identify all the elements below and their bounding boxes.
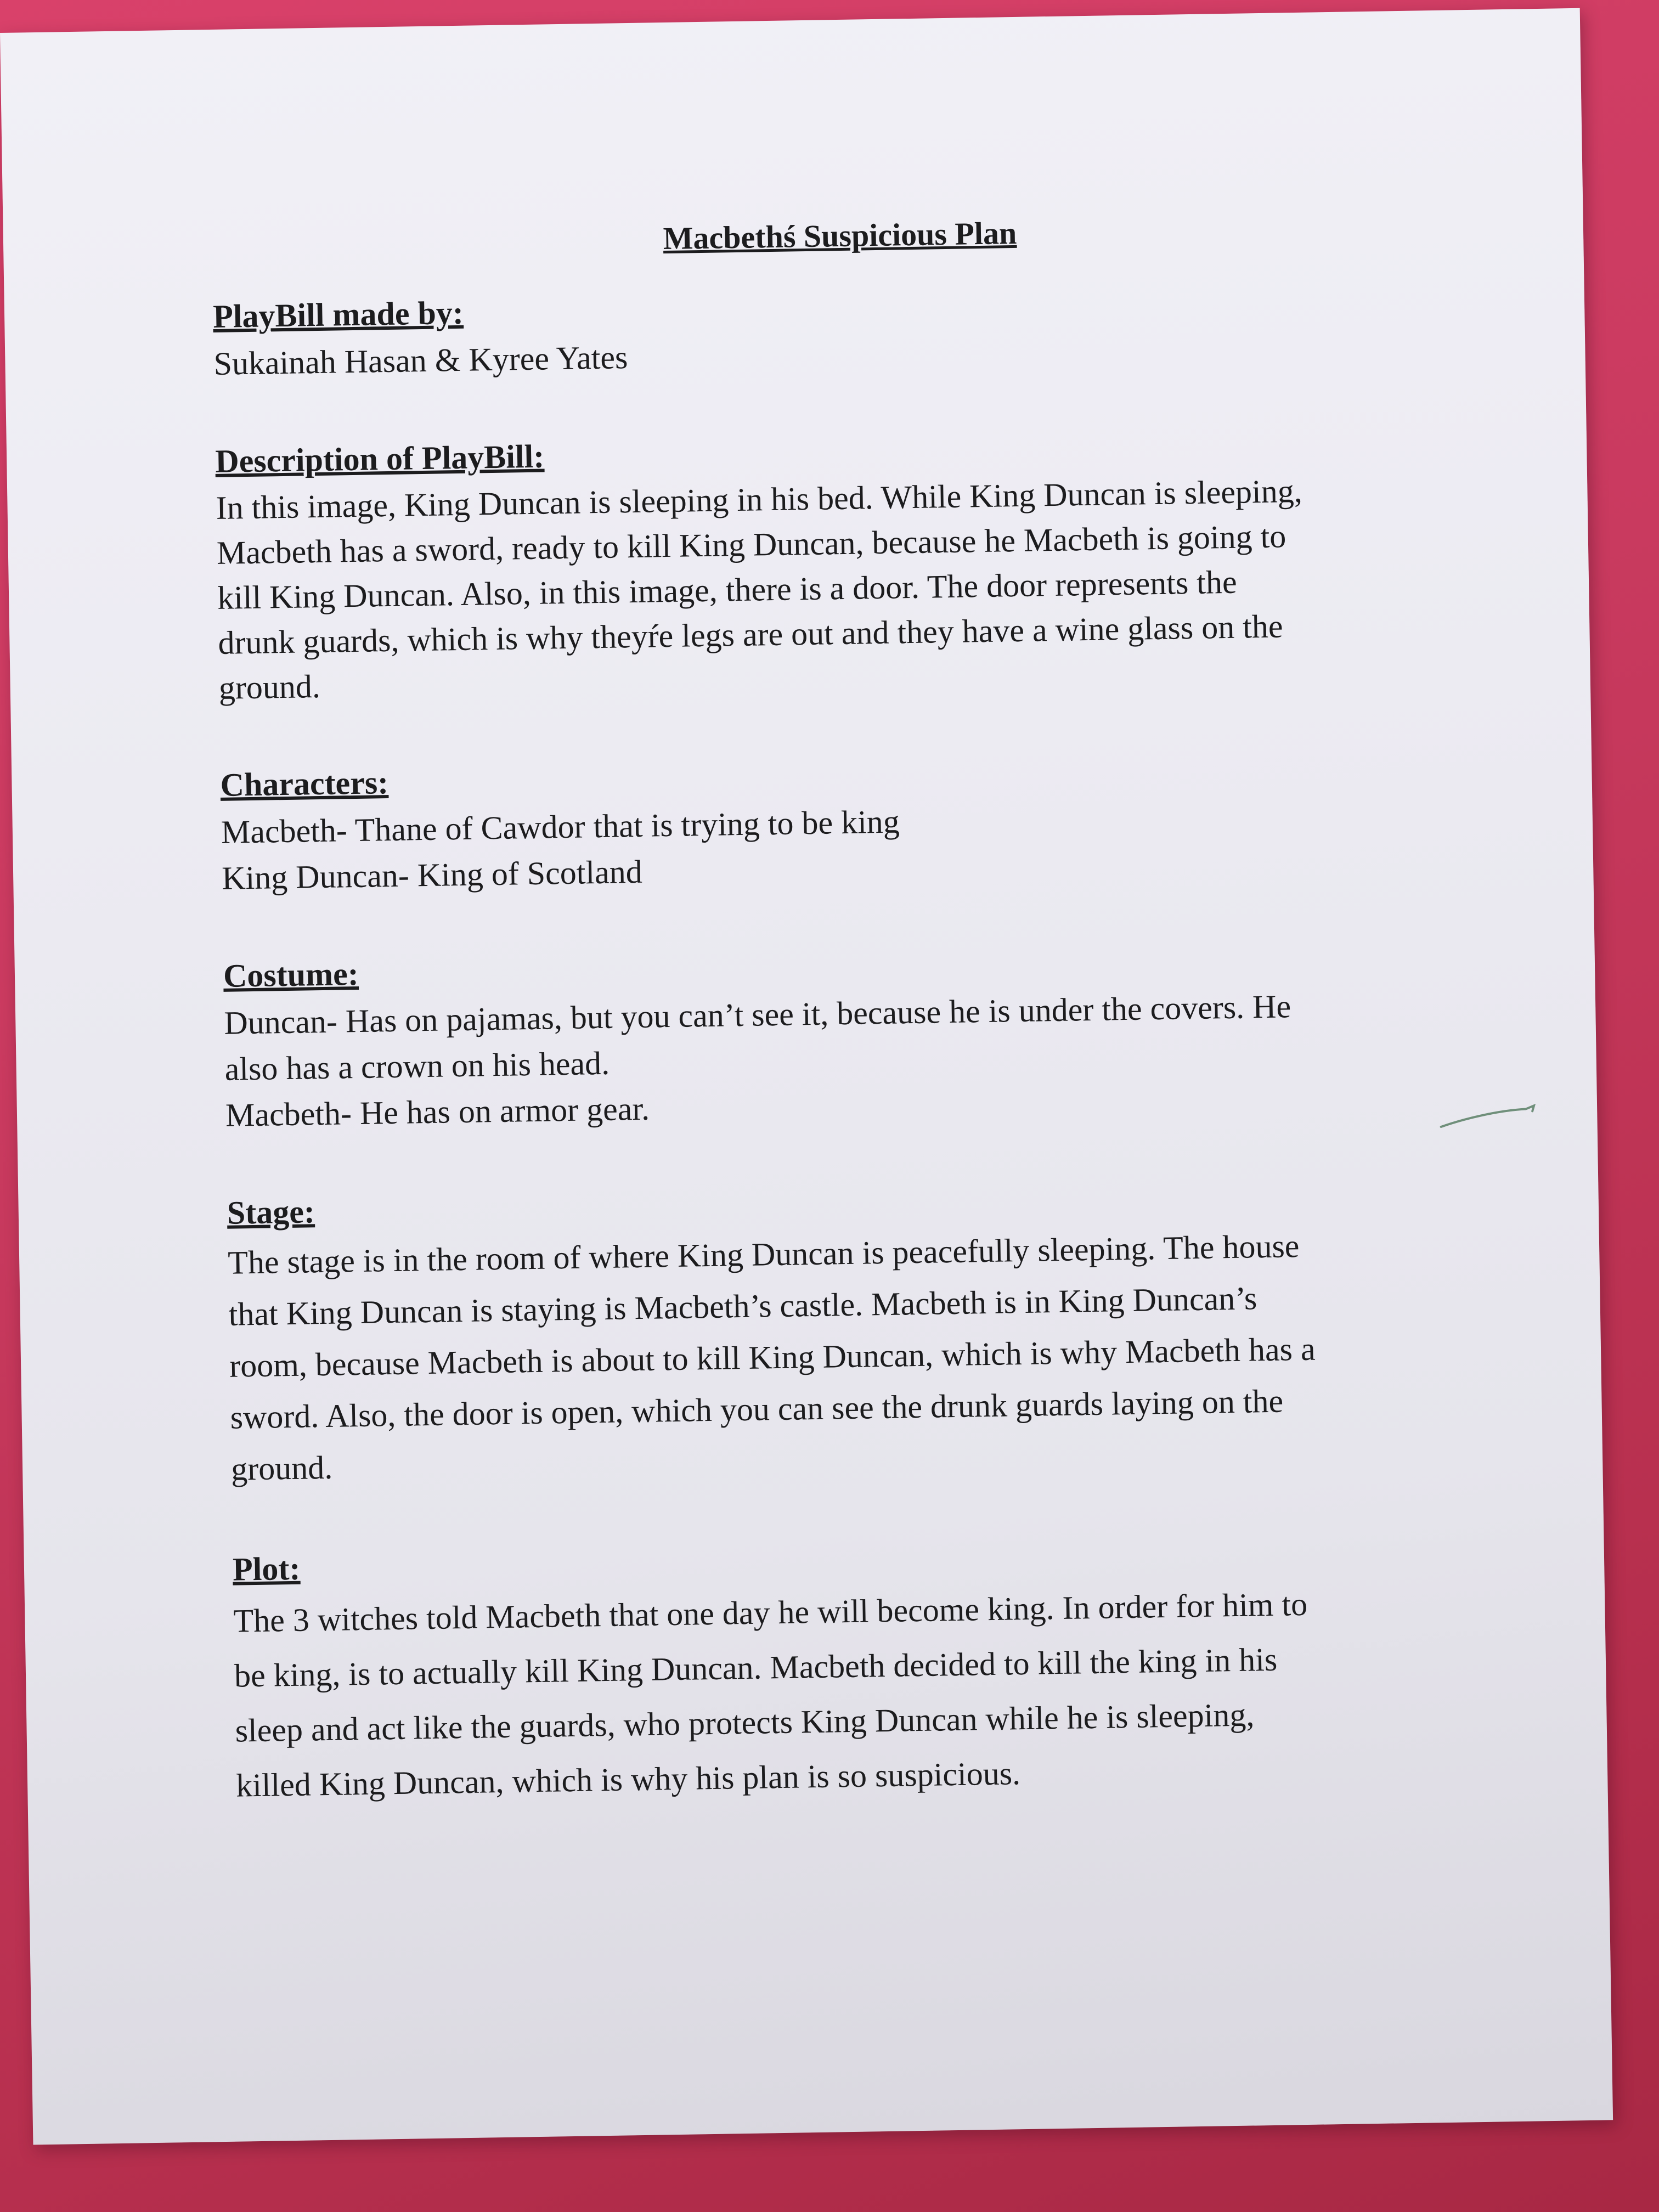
text-line: ground. [218, 668, 321, 706]
section-body [233, 1574, 1471, 1813]
section-description [215, 418, 1454, 710]
text-line: drunk guards, which is why theyŕe legs are out and they have a wine glass on the [217, 608, 1283, 661]
playbill-document [212, 208, 1472, 1864]
section-heading: PlayBill made by: [212, 294, 464, 335]
text-line: that King Duncan is staying is Macbeth’s castle. Macbeth is in King Duncan’s [228, 1280, 1257, 1333]
section-made-by [212, 273, 1448, 387]
section-plot [232, 1526, 1470, 1813]
text-line: Duncan- Has on pajamas, but you can’t see it, because he is under the covers. He [223, 988, 1291, 1041]
text-line: kill King Duncan. Also, in this image, there is a door. The door represents the [217, 563, 1238, 616]
section-body [221, 790, 1456, 901]
text-line: ground. [230, 1449, 333, 1487]
text-line: sword. Also, the door is open, which you can see the drunk guards laying on the [230, 1383, 1284, 1436]
pen-mark [1438, 1098, 1543, 1132]
text-line: killed King Duncan, which is why his plan is so suspicious. [235, 1755, 1021, 1804]
text-line: also has a crown on his head. [224, 1045, 610, 1087]
section-heading: Costume: [223, 955, 359, 994]
text-line: King Duncan- King of Scotland [221, 853, 643, 896]
section-stage [227, 1169, 1465, 1494]
section-heading: Description of PlayBill: [215, 438, 545, 479]
text-line: Macbeth- He has on armor gear. [225, 1090, 650, 1133]
text-line: room, because Macbeth is about to kill King Duncan, which is why Macbeth has a [229, 1330, 1316, 1384]
text-line: In this image, King Duncan is sleeping in his bed. While King Duncan is sleeping, [216, 472, 1303, 526]
document-title: Macbethś Suspicious Plan [663, 215, 1017, 257]
text-line: sleep and act like the guards, who protects King Duncan while he is sleeping, [235, 1696, 1255, 1749]
section-body [224, 980, 1460, 1138]
text-line: be king, is to actually kill King Duncan. Macbeth decided to kill the king in his [234, 1641, 1278, 1694]
section-costume [223, 932, 1460, 1138]
section-heading: Plot: [232, 1550, 301, 1588]
section-body [228, 1217, 1466, 1494]
text-line: Macbeth has a sword, ready to kill King Duncan, because he Macbeth is going to [216, 518, 1286, 571]
text-line: Macbeth- Thane of Cawdor that is trying to be king [221, 803, 900, 850]
section-heading: Characters: [220, 764, 389, 803]
section-body [216, 466, 1453, 710]
text-line: The stage is in the room of where King Duncan is peacefully sleeping. The house [227, 1228, 1300, 1281]
paper-sheet [0, 8, 1613, 2145]
section-heading: Stage: [227, 1193, 315, 1231]
section-characters [220, 742, 1457, 901]
text-line: Sukainah Hasan & Kyree Yates [213, 339, 628, 382]
text-line: The 3 witches told Macbeth that one day he will become king. In order for him to [233, 1585, 1308, 1639]
